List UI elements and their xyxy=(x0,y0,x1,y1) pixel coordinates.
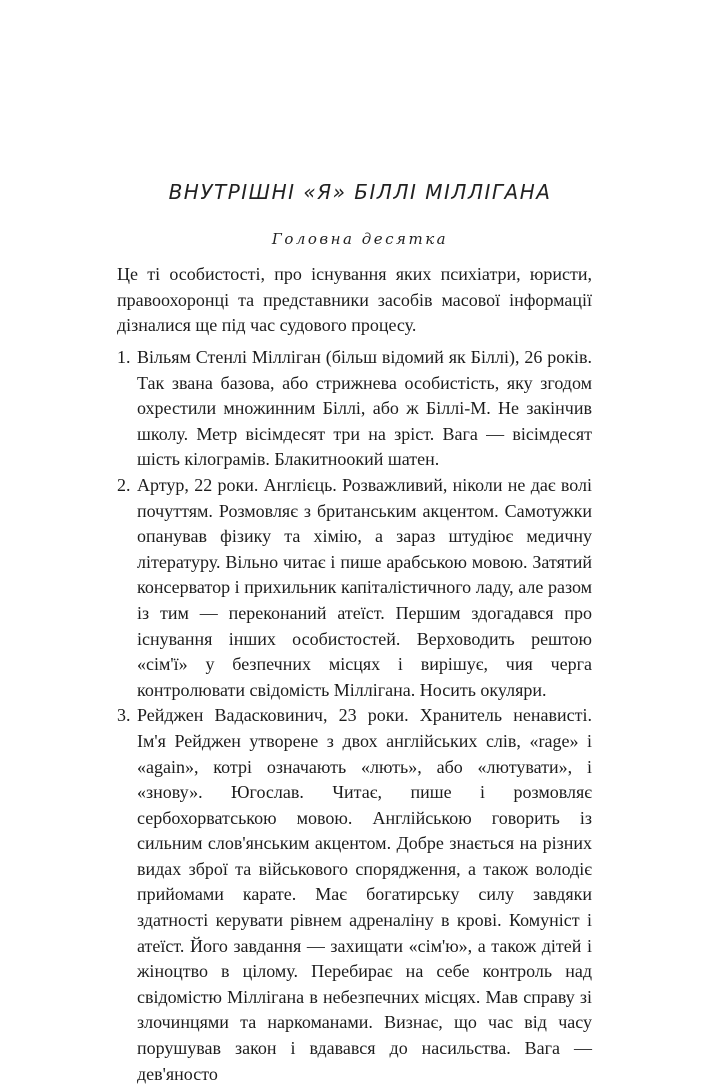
personality-list xyxy=(117,345,592,1087)
item-text: Вільям Стенлі Мілліган (більш відомий як Біллі), 26 років. Так звана базова, або стрижнева особистість, яку згодом охрестили множинним Біллі, або ж Біллі-М. Не закінчив школу. Метр вісімдесят три на зріст. Вага — вісімдесят шість кілограмів. Блакитноокий шатен. xyxy=(137,347,592,470)
list-item xyxy=(117,473,592,703)
item-text: Артур, 22 роки. Англієць. Розважливий, ніколи не дає волі почуттям. Розмовляє з британським акцентом. Самотужки опанував фізику та хімію, а зараз штудіює медичну літературу. Вільно читає і пише арабською мовою. Затятий консерватор і прихильник капіталістичного ладу, але разом із тим — переконаний атеїст. Першим здогадався про існування інших особистостей. Верховодить рештою «сім'ї» у безпечних місцях і вирішує, чия черга контролювати свідомість Міллігана. Носить окуляри. xyxy=(137,474,592,700)
item-number: 1. xyxy=(117,347,131,367)
intro-paragraph: Це ті особистості, про існування яких психіатри, юристи, правоохоронці та представники засобів масової інформації дізналися ще під час судового процесу. xyxy=(117,264,592,336)
chapter-title: ВНУТРІШНІ «Я» БІЛЛІ МІЛЛІГАНА xyxy=(168,180,552,204)
list-item xyxy=(117,703,592,1087)
chapter-subtitle: Головна десятка xyxy=(271,230,449,248)
item-number: 3. xyxy=(117,705,131,726)
item-number: 2. xyxy=(117,474,131,495)
item-text: Рейджен Вадасковинич, 23 роки. Хранитель ненависті. Ім'я Рейджен утворене з двох англійських слів, «rage» і «again», котрі означають «лють», або «лютувати», і «знову». Югослав. Читає, пише і розмовляє сербохорватською мовою. Англійською говорить із сильним слов'янським акцентом. Добре знається на різних видах зброї та військового спорядження, а також володіє прийомами карате. Має богатирську силу завдяки здатності керувати рівнем адреналіну в крові. Комуніст і атеїст. Його завдання — захищати «сім'ю», а також дітей і жіноцтво в цілому. Перебирає на себе контроль над свідомістю Міллігана в небезпечних місцях. Мав справу зі злочинцями та наркоманами. Визнає, що час від часу порушував закон і вдавався до насильства. Вага — дев'яносто xyxy=(137,705,592,1084)
list-item xyxy=(117,345,592,473)
